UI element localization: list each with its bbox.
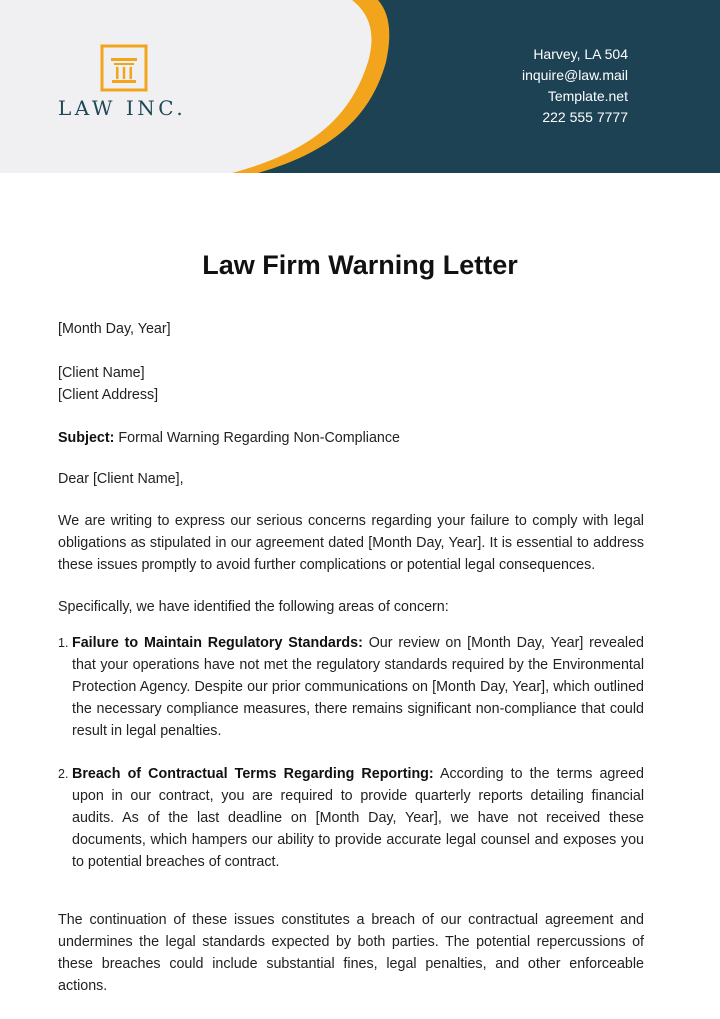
intro-paragraph: We are writing to express our serious concerns regarding your failure to comply with legal obligations as stipulated in our agreement dated [Month Day, Year]. It is essential to address these issues promptly to avoid further complications or potential legal consequences. [58,513,644,573]
contact-block [522,44,628,128]
letter-date: [Month Day, Year] [58,321,171,337]
concern-heading: Breach of Contractual Terms Regarding Reporting: [72,766,434,782]
contact-address: Harvey, LA 504 [533,46,628,62]
consequences-paragraph: The continuation of these issues constitutes a breach of our contractual agreement and undermines the legal standards expected by both parties. The potential repercussions of these breaches could include substantial fines, legal penalties, and other enforceable actions. [58,912,644,994]
logo-text: LAW INC. [58,96,187,120]
concern-number: 1. [58,636,69,650]
concerns-intro: Specifically, we have identified the following areas of concern: [58,599,449,615]
contact-phone: 222 555 7777 [542,109,628,125]
navy-panel [258,0,720,173]
concern-item [58,632,644,742]
subject-label: Subject: [58,430,115,446]
concern-number: 2. [58,767,69,781]
letterhead [0,0,720,173]
concern-text: According to the terms agreed upon in our contract, you are required to provide quarterly reports detailing financial audits. As of the last deadline on [Month Day, Year], we have not received these documents, which hampers our ability to provide accurate legal counsel and exposes you to potential breaches of contract. [72,766,645,870]
concerns-list [58,632,644,873]
concern-text: Our review on [Month Day, Year] revealed that your operations have not met the regulatory standards required by the Environmental Protection Agency. Despite our prior communications on [Month Day, Year], which outlined the necessary compliance measures, there remains significant non-compliance that could result in legal penalties. [72,635,644,739]
contact-email[interactable]: inquire@law.mail [521,67,628,83]
pillar-logo-icon [100,44,148,92]
contact-website[interactable]: Template.net [547,88,628,104]
salutation: Dear [Client Name], [58,471,184,487]
client-address: [Client Address] [58,387,159,403]
subject-line [58,427,644,449]
concern-heading: Failure to Maintain Regulatory Standards: [72,635,363,651]
client-name: [Client Name] [58,365,145,381]
concern-item [58,763,644,873]
letter-title: Law Firm Warning Letter [202,250,518,280]
letter-body [58,318,644,997]
subject-text: Formal Warning Regarding Non-Compliance [118,430,400,446]
